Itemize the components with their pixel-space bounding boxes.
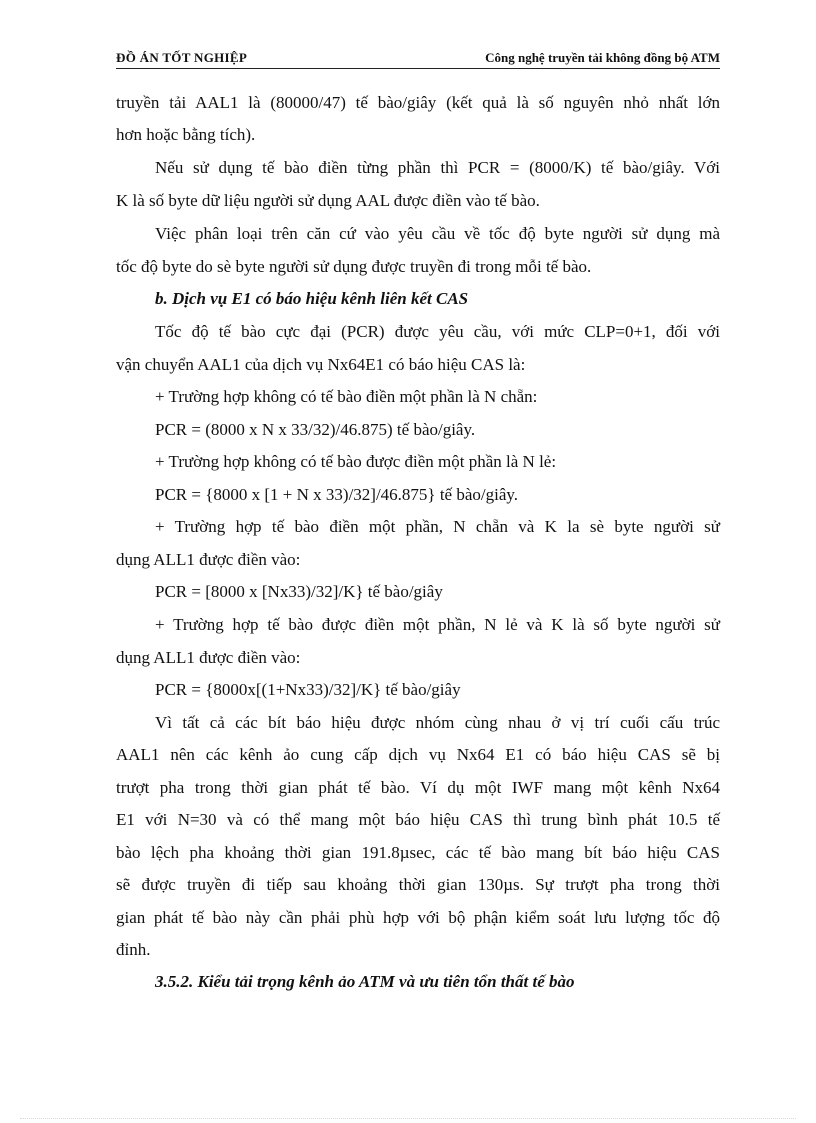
text-line: gian phát tế bào này cần phải phù hợp với bộ phận kiểm soát lưu lượng tốc độ xyxy=(116,908,720,927)
text-line: dụng ALL1 được điền vào: xyxy=(116,550,301,569)
text-line: đỉnh. xyxy=(116,940,151,959)
formula-line: PCR = {8000 x [1 + N x 33)/32]/46.875} tế bào/giây. xyxy=(155,485,519,504)
formula-line: PCR = [8000 x [Nx33)/32]/K} tế bào/giây xyxy=(155,582,443,601)
text-line: dụng ALL1 được điền vào: xyxy=(116,648,301,667)
formula-line: PCR = {8000x[(1+Nx33)/32]/K} tế bào/giây xyxy=(155,680,461,699)
text-line: truyền tải AAL1 là (80000/47) tế bào/giây (kết quả là số nguyên nhỏ nhất lớn xyxy=(116,93,720,112)
text-line: E1 với N=30 và có thể mang một báo hiệu CAS thì trung bình phát 10.5 tế xyxy=(116,810,720,829)
text-line: Nếu sử dụng tế bào điền từng phần thì PCR = (8000/K) tế bào/giây. Với xyxy=(155,158,720,177)
text-line: AAL1 nên các kênh ảo cung cấp dịch vụ Nx64 E1 có báo hiệu CAS sẽ bị xyxy=(116,745,720,764)
text-line: + Trường hợp không có tế bào được điền một phần là N lẻ: xyxy=(155,452,557,471)
text-line: + Trường hợp tế bào được điền một phần, N lẻ và K là số byte người sử xyxy=(155,615,720,634)
text-line: K là số byte dữ liệu người sử dụng AAL được điền vào tế bào. xyxy=(116,191,540,210)
section-heading: b. Dịch vụ E1 có báo hiệu kênh liên kết CAS xyxy=(155,289,469,308)
text-line: + Trường hợp tế bào điền một phần, N chẵn và K la sè byte người sử xyxy=(155,517,720,536)
text-line: vận chuyển AAL1 của dịch vụ Nx64E1 có báo hiệu CAS là: xyxy=(116,355,526,374)
section-heading: 3.5.2. Kiểu tải trọng kênh ảo ATM và ưu tiên tổn thất tế bào xyxy=(155,972,575,991)
text-line: tốc độ byte do sè byte người sử dụng được truyền đi trong mỗi tế bào. xyxy=(116,257,592,276)
text-line: Việc phân loại trên căn cứ vào yêu cầu về tốc độ byte người sử dụng mà xyxy=(155,224,720,243)
page-bottom-divider xyxy=(20,1118,796,1119)
header-chapter-title: Công nghệ truyền tải không đồng bộ ATM xyxy=(485,50,720,65)
text-line: hơn hoặc bằng tích). xyxy=(116,125,256,144)
text-line: Vì tất cả các bít báo hiệu được nhóm cùng nhau ở vị trí cuối cấu trúc xyxy=(155,713,720,732)
text-line: trượt pha trong thời gian phát tế bào. Ví dụ một IWF mang một kênh Nx64 xyxy=(116,778,720,797)
text-line: + Trường hợp không có tế bào điền một phần là N chẵn: xyxy=(155,387,538,406)
header-thesis-title: ĐỒ ÁN TỐT NGHIỆP xyxy=(116,50,248,65)
page-header xyxy=(116,48,720,69)
text-line: sẽ được truyền đi tiếp sau khoảng thời gian 130µs. Sự trượt pha trong thời xyxy=(116,875,720,894)
formula-line: PCR = (8000 x N x 33/32)/46.875) tế bào/giây. xyxy=(155,420,476,439)
text-line: bào lệch pha khoảng thời gian 191.8µsec, các tế bào mang bít báo hiệu CAS xyxy=(116,843,720,862)
text-line: Tốc độ tế bào cực đại (PCR) được yêu cầu, với mức CLP=0+1, đối với xyxy=(155,322,720,341)
